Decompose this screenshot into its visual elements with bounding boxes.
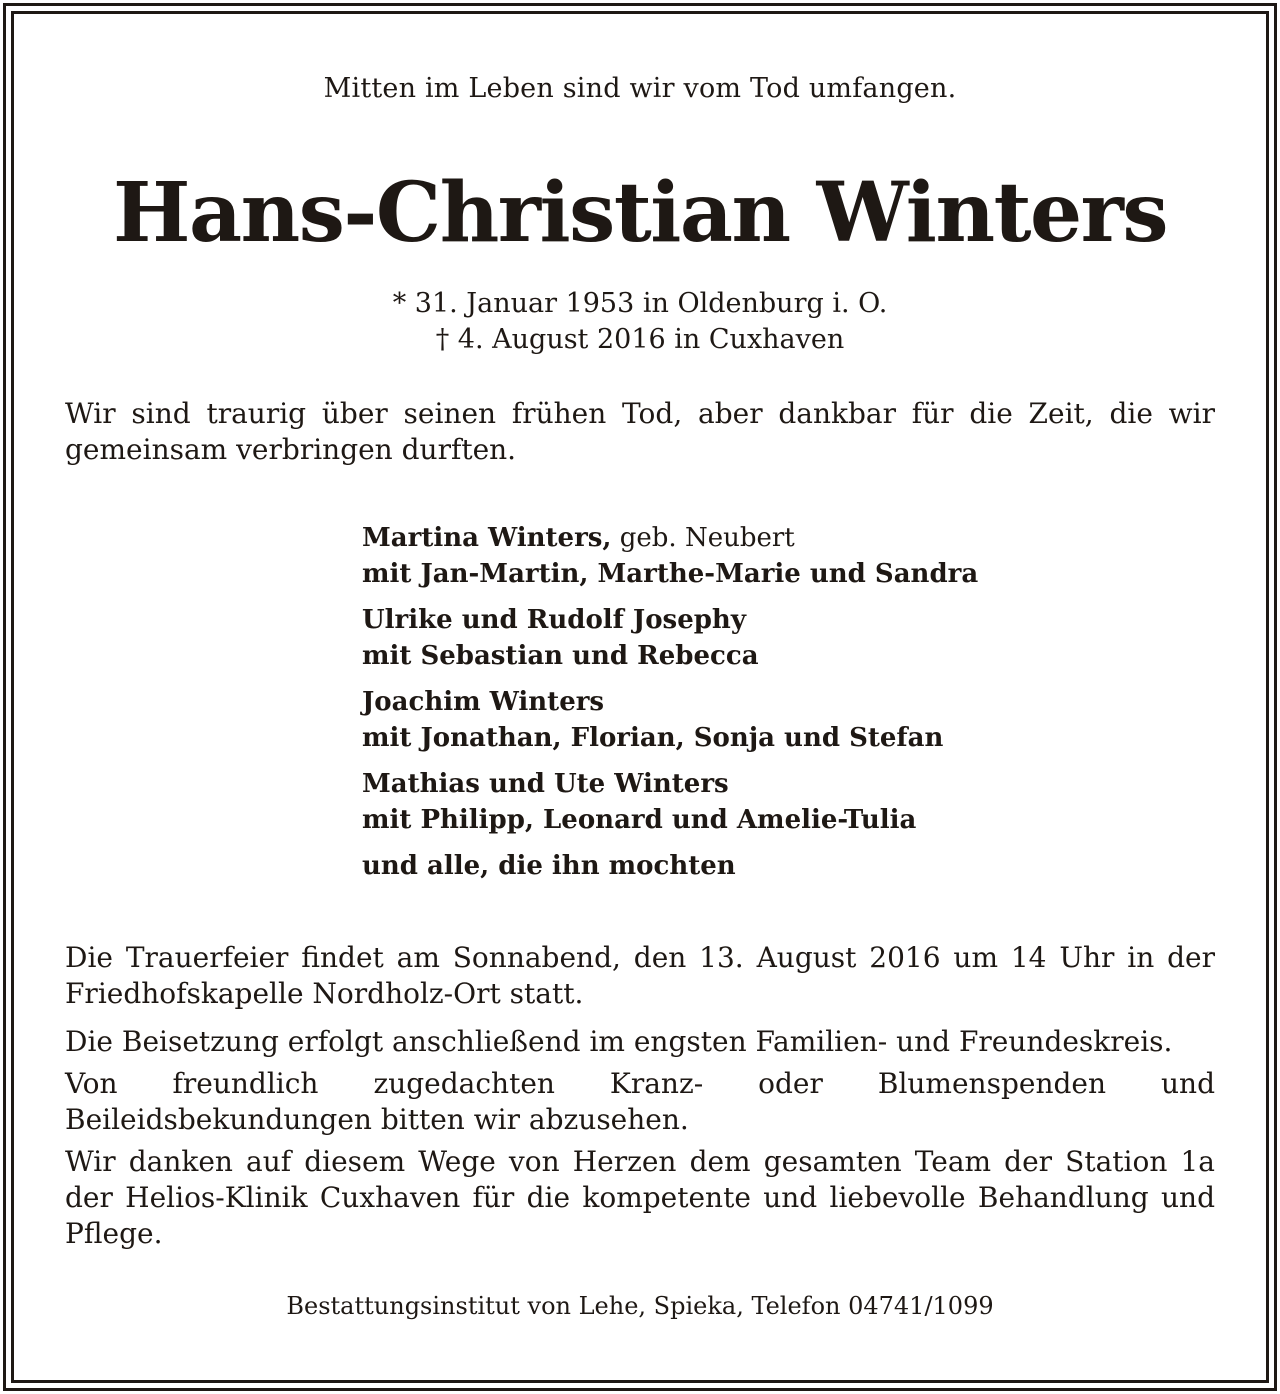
death-date: † 4. August 2016 in Cuxhaven bbox=[435, 324, 845, 355]
maiden-name: geb. Neubert bbox=[611, 523, 795, 553]
mourner-group bbox=[362, 684, 1222, 756]
life-dates bbox=[0, 286, 1280, 358]
mourner-children: mit Jan-Martin, Marthe-Marie und Sandra bbox=[362, 559, 979, 589]
deceased-name: Hans-Christian Winters bbox=[113, 165, 1167, 261]
intro-text: Wir sind traurig über seinen frühen Tod, aber dankbar für die Zeit, die wir gemeinsam verbringen durften. bbox=[65, 397, 1215, 466]
mourner-name: Mathias und Ute Winters bbox=[362, 769, 729, 799]
mourner-children: mit Philipp, Leonard und Amelie-Tulia bbox=[362, 805, 917, 835]
mourner-name: Joachim Winters bbox=[362, 687, 605, 717]
mourners-list bbox=[362, 520, 1222, 894]
ceremony-text: Die Trauerfeier findet am Sonnabend, den 13. August 2016 um 14 Uhr in der Friedhofskapelle Nordholz-Ort statt. bbox=[65, 941, 1215, 1010]
funeral-home: Bestattungsinstitut von Lehe, Spieka, Telefon 04741/1099 bbox=[286, 1292, 994, 1320]
thanks-text: Wir danken auf diesem Wege von Herzen dem gesamten Team der Station 1a der Helios-Klinik Cuxhaven für die kompetente und liebevolle Behandlung und Pflege. bbox=[65, 1145, 1215, 1250]
motto: Mitten im Leben sind wir vom Tod umfangen. bbox=[323, 73, 957, 104]
mourner-group bbox=[362, 602, 1222, 674]
mourner-closing: und alle, die ihn mochten bbox=[362, 851, 736, 881]
mourner-name: Ulrike und Rudolf Josephy bbox=[362, 605, 746, 635]
mourner-children: mit Sebastian und Rebecca bbox=[362, 641, 759, 671]
mourner-children: mit Jonathan, Florian, Sonja und Stefan bbox=[362, 723, 944, 753]
burial-text: Die Beisetzung erfolgt anschließend im engsten Familien- und Freundeskreis. bbox=[65, 1025, 1173, 1058]
mourner-name: Martina Winters, bbox=[362, 523, 612, 553]
birth-date: * 31. Januar 1953 in Oldenburg i. O. bbox=[392, 288, 888, 319]
mourner-line bbox=[362, 520, 1222, 556]
mourner-group bbox=[362, 520, 1222, 592]
mourner-closing-group bbox=[362, 848, 1222, 884]
flowers-text: Von freundlich zugedachten Kranz- oder Blumenspenden und Beileidsbekundungen bitten wir abzusehen. bbox=[65, 1067, 1215, 1136]
mourner-group bbox=[362, 766, 1222, 838]
